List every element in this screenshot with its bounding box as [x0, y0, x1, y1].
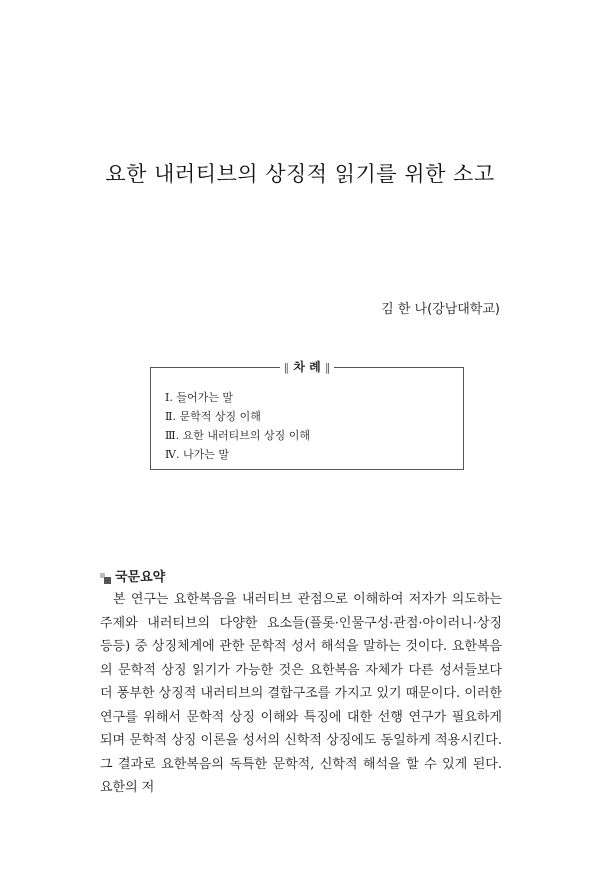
abstract-heading-label: 국문요약: [115, 570, 166, 585]
abstract-heading: [100, 566, 165, 585]
toc-bar-right-icon: ‖: [324, 361, 331, 374]
toc-bar-left-icon: ‖: [283, 361, 290, 374]
abstract-body: [100, 588, 502, 800]
toc-heading: [151, 359, 463, 376]
square-bullet-icon: [100, 573, 112, 585]
paper-title: 요한 내러티브의 상징적 읽기를 위한 소고: [105, 162, 495, 186]
author-affiliation: 김 한 나(강남대학교): [381, 302, 500, 317]
toc-item: Ⅳ. 나가는 말: [165, 448, 229, 461]
table-of-contents: [150, 360, 464, 470]
toc-list: [165, 388, 310, 464]
toc-item: Ⅱ. 문학적 상징 이해: [165, 410, 261, 423]
abstract-paragraph: 본 연구는 요한복음을 내러티브 관점으로 이해하여 저자가 의도하는 주제와 내러티브의 다양한 요소들(플롯·인물구성·관점·아이러니·상징 등등) 중 상징체계에 관한 문학적 성서 해석을 말하는 것이다. 요한복음의 문학적 상징 읽기가 가능한 것은 요한복음 자체가 다른 성서들보다 더 풍부한 상징적 내러티브의 결합구조를 가지고 있기 때문이다. 이러한 연구를 위해서 문학적 상징 이해와 특징에 대한 선행 연구가 필요하게 되며 문학적 상징 이론을 성서의 신학적 상징에도 동일하게 적용시킨다. 그 결과로 요한복음의 독특한 문학적, 신학적 해석을 할 수 있게 된다. 요한의 저: [100, 592, 502, 795]
toc-item: Ⅲ. 요한 내러티브의 상징 이해: [165, 429, 310, 442]
toc-label: 차 례: [293, 360, 321, 374]
toc-item: Ⅰ. 들어가는 말: [165, 391, 233, 404]
